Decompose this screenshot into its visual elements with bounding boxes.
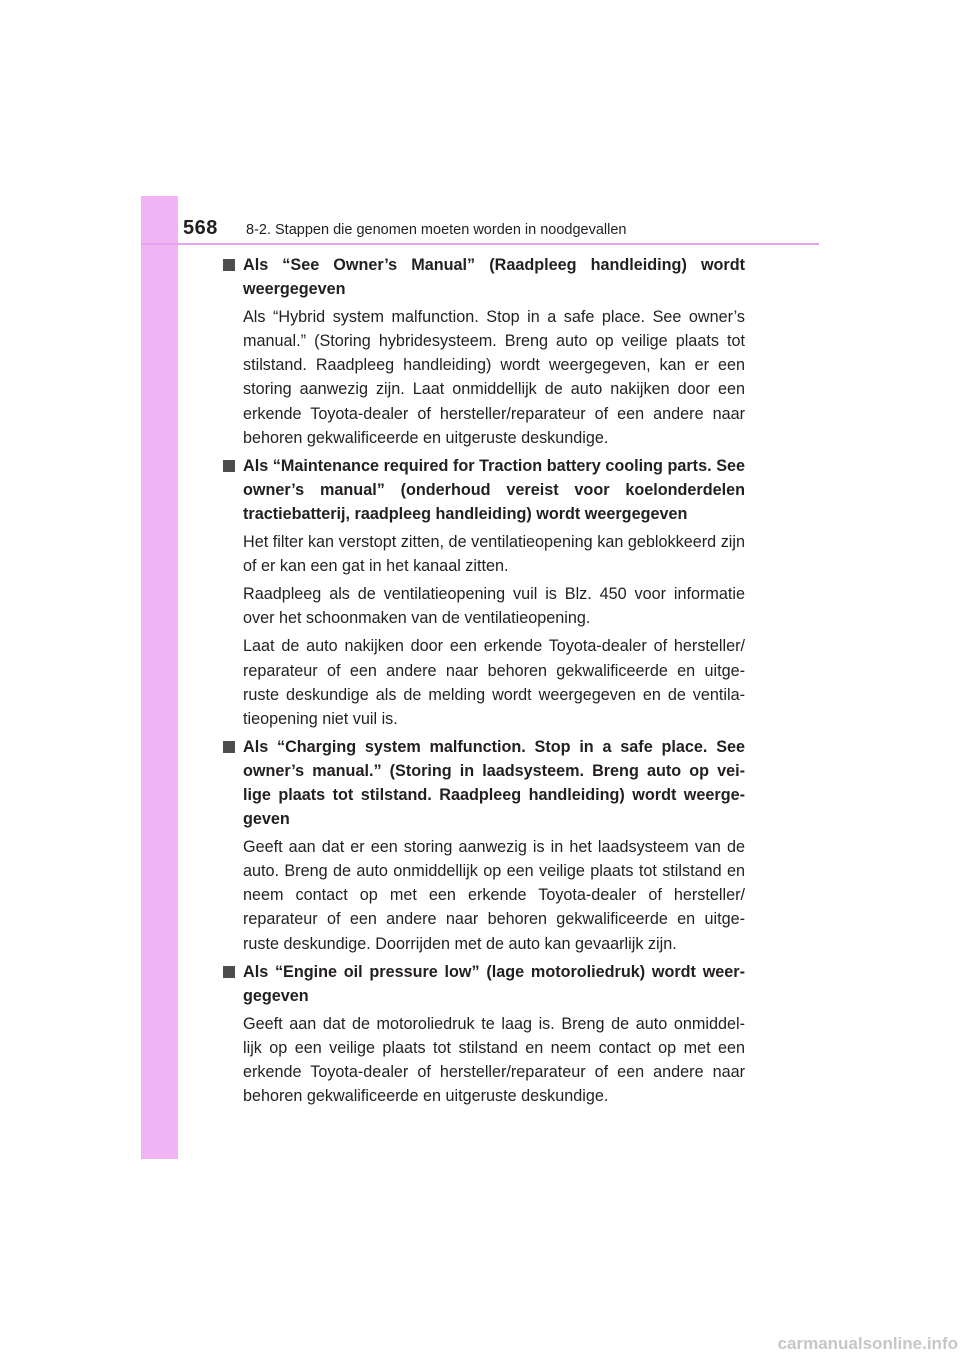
section-heading [223, 454, 745, 526]
header-divider [141, 243, 819, 245]
section-paragraph: Het filter kan verstopt zitten, de ventilatieopening kan geblokkeerd zijn of er kan een gat in het kanaal zitten. [243, 533, 745, 576]
section-see-owners-manual [223, 253, 745, 450]
section-heading-text: Als “See Owner’s Manual” (Raadpleeg handleiding) wordt weergegeven [243, 256, 745, 299]
running-header-title: 8-2. Stappen die genomen moeten worden in noodgevallen [246, 222, 627, 238]
section-heading [223, 253, 745, 301]
section-paragraph: Geeft aan dat de motoroliedruk te laag is. Breng de auto onmiddel- lijk op een veilige plaats tot stilstand en neem contact op met een erkende Toyota-dealer of hersteller/reparateur of een andere naar behoren gekwalificeerde en uitgeruste deskundige. [243, 1014, 745, 1106]
section-traction-battery-cooling [223, 454, 745, 731]
square-bullet-icon [223, 460, 235, 472]
section-paragraph: Als “Hybrid system malfunction. Stop in a safe place. See owner’s manual.” (Storing hybridesysteem. Breng auto op veilige plaats tot stilstand. Raadpleeg handleiding) wordt weergegeven, kan er een storing aanwezig zijn. Laat onmiddellijk de auto nakijken door een erkende Toyota-dealer of hersteller/reparateur of een andere naar behoren gekwalificeerde en uitgeruste deskundige. [243, 308, 745, 447]
section-engine-oil-pressure-low [223, 960, 745, 1109]
section-heading [223, 735, 745, 831]
section-heading-text: Als “Maintenance required for Traction battery cooling parts. See owner’s manual” (onderhoud vereist voor koelonderdelen tractiebatterij, raadpleeg handleiding) wordt weergegeven [243, 456, 745, 523]
chapter-side-band [141, 196, 178, 1159]
section-heading [223, 960, 745, 1008]
section-paragraph: Geeft aan dat er een storing aanwezig is in het laadsysteem van de auto. Breng de auto onmiddellijk op een veilige plaats tot stilstand en neem contact op met een erkende Toyota-dealer of hersteller/ reparateur of een andere naar behoren gekwalificeerde en uitge- ruste deskundige. Doorrijden met de auto kan gevaarlijk zijn. [243, 838, 745, 953]
square-bullet-icon [223, 966, 235, 978]
section-heading-text: Als “Engine oil pressure low” (lage motoroliedruk) wordt weer- gegeven [243, 962, 745, 1005]
page-number: 568 [183, 217, 218, 239]
section-heading-text: Als “Charging system malfunction. Stop in a safe place. See owner’s manual.” (Storing in laadsysteem. Breng auto op vei- lige plaats tot stilstand. Raadpleeg handleiding) wordt weerge- geven [243, 737, 745, 829]
section-paragraph: Laat de auto nakijken door een erkende Toyota-dealer of hersteller/ reparateur of een andere naar behoren gekwalificeerde en uitge- ruste deskundige als de melding wordt weergegeven en de ventila- tieopening niet vuil is. [243, 637, 745, 728]
site-watermark: carmanualsonline.info [777, 1334, 958, 1353]
square-bullet-icon [223, 741, 235, 753]
page-content [223, 253, 745, 1112]
section-charging-system-malfunction [223, 735, 745, 956]
section-paragraph: Raadpleeg als de ventilatieopening vuil is Blz. 450 voor informatie over het schoonmaken van de ventilatieopening. [243, 585, 745, 628]
square-bullet-icon [223, 259, 235, 271]
